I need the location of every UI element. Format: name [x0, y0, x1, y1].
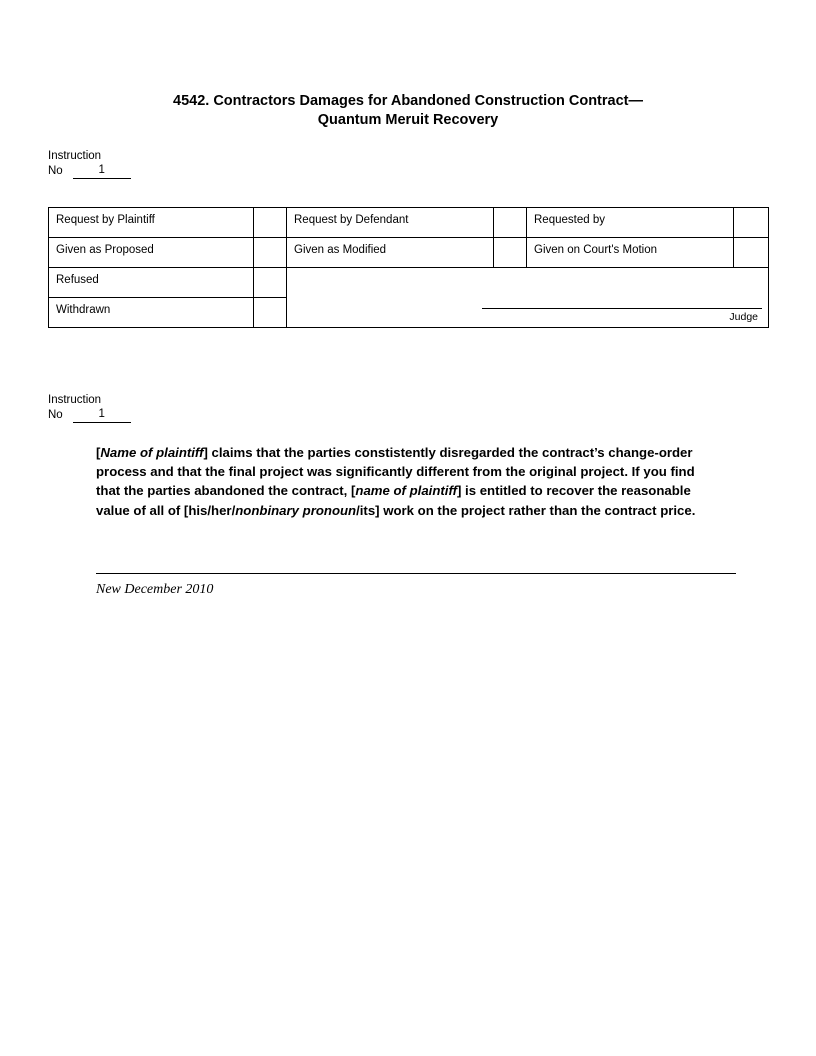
instruction-number-second [48, 393, 131, 423]
body-seg-2-italic: Name of plaintiff [100, 445, 204, 460]
cell-requested-by: Requested by [527, 208, 734, 238]
instruction-no-label-second: No [48, 409, 63, 421]
body-seg-5: ] is entitled to recover the reasonable value of all of [his/her/ [96, 483, 691, 518]
instruction-disposition-table [48, 207, 769, 328]
instruction-number-top [48, 149, 131, 179]
body-seg-6-italic: nonbinary pronoun [235, 502, 357, 518]
page-title [96, 92, 720, 130]
instruction-label-second: Instruction [48, 394, 102, 406]
checkbox-withdrawn[interactable] [254, 298, 287, 328]
judge-signature-area [462, 307, 762, 323]
checkbox-request-by-plaintiff[interactable] [254, 208, 287, 238]
instruction-number-field-second[interactable]: 1 [73, 408, 131, 423]
judge-label: Judge [729, 311, 758, 323]
table-row [49, 238, 769, 268]
checkbox-given-as-proposed[interactable] [254, 238, 287, 268]
cell-given-on-courts-motion: Given on Court's Motion [527, 238, 734, 268]
body-seg-1: [ [96, 445, 101, 460]
table-row [49, 268, 769, 298]
body-seg-3: ] claims that the parties constistently disregarded the contract’s change-order process and that the final project was significantly different from the original project. If you find that the parties abandoned the contract, [ [96, 445, 695, 499]
table-row [49, 208, 769, 238]
instruction-body-text [96, 443, 718, 520]
footer-divider [96, 573, 736, 574]
body-seg-7: /its] work on the project rather than the contract price. [356, 502, 696, 518]
page-title-line-2: Quantum Meruit Recovery [317, 112, 499, 128]
cell-withdrawn: Withdrawn [49, 298, 254, 328]
checkbox-given-on-courts-motion[interactable] [734, 238, 769, 268]
instruction-label-top: Instruction [48, 150, 102, 162]
instruction-no-label-top: No [48, 165, 63, 177]
checkbox-given-as-modified[interactable] [494, 238, 527, 268]
checkbox-requested-by[interactable] [734, 208, 769, 238]
revision-date: New December 2010 [96, 582, 214, 597]
judge-signature-line[interactable] [482, 307, 762, 309]
page-title-line-1: 4542. Contractors Damages for Abandoned Construction Contract— [173, 93, 643, 109]
instruction-number-field-top[interactable]: 1 [73, 164, 131, 179]
checkbox-refused[interactable] [254, 268, 287, 298]
body-seg-4-italic: name of plaintiff [355, 483, 457, 499]
cell-given-as-proposed: Given as Proposed [49, 238, 254, 268]
cell-refused: Refused [49, 268, 254, 298]
checkbox-request-by-defendant[interactable] [494, 208, 527, 238]
cell-given-as-modified: Given as Modified [287, 238, 494, 268]
cell-request-by-plaintiff: Request by Plaintiff [49, 208, 254, 238]
cell-request-by-defendant: Request by Defendant [287, 208, 494, 238]
judge-signature-cell [287, 268, 769, 328]
